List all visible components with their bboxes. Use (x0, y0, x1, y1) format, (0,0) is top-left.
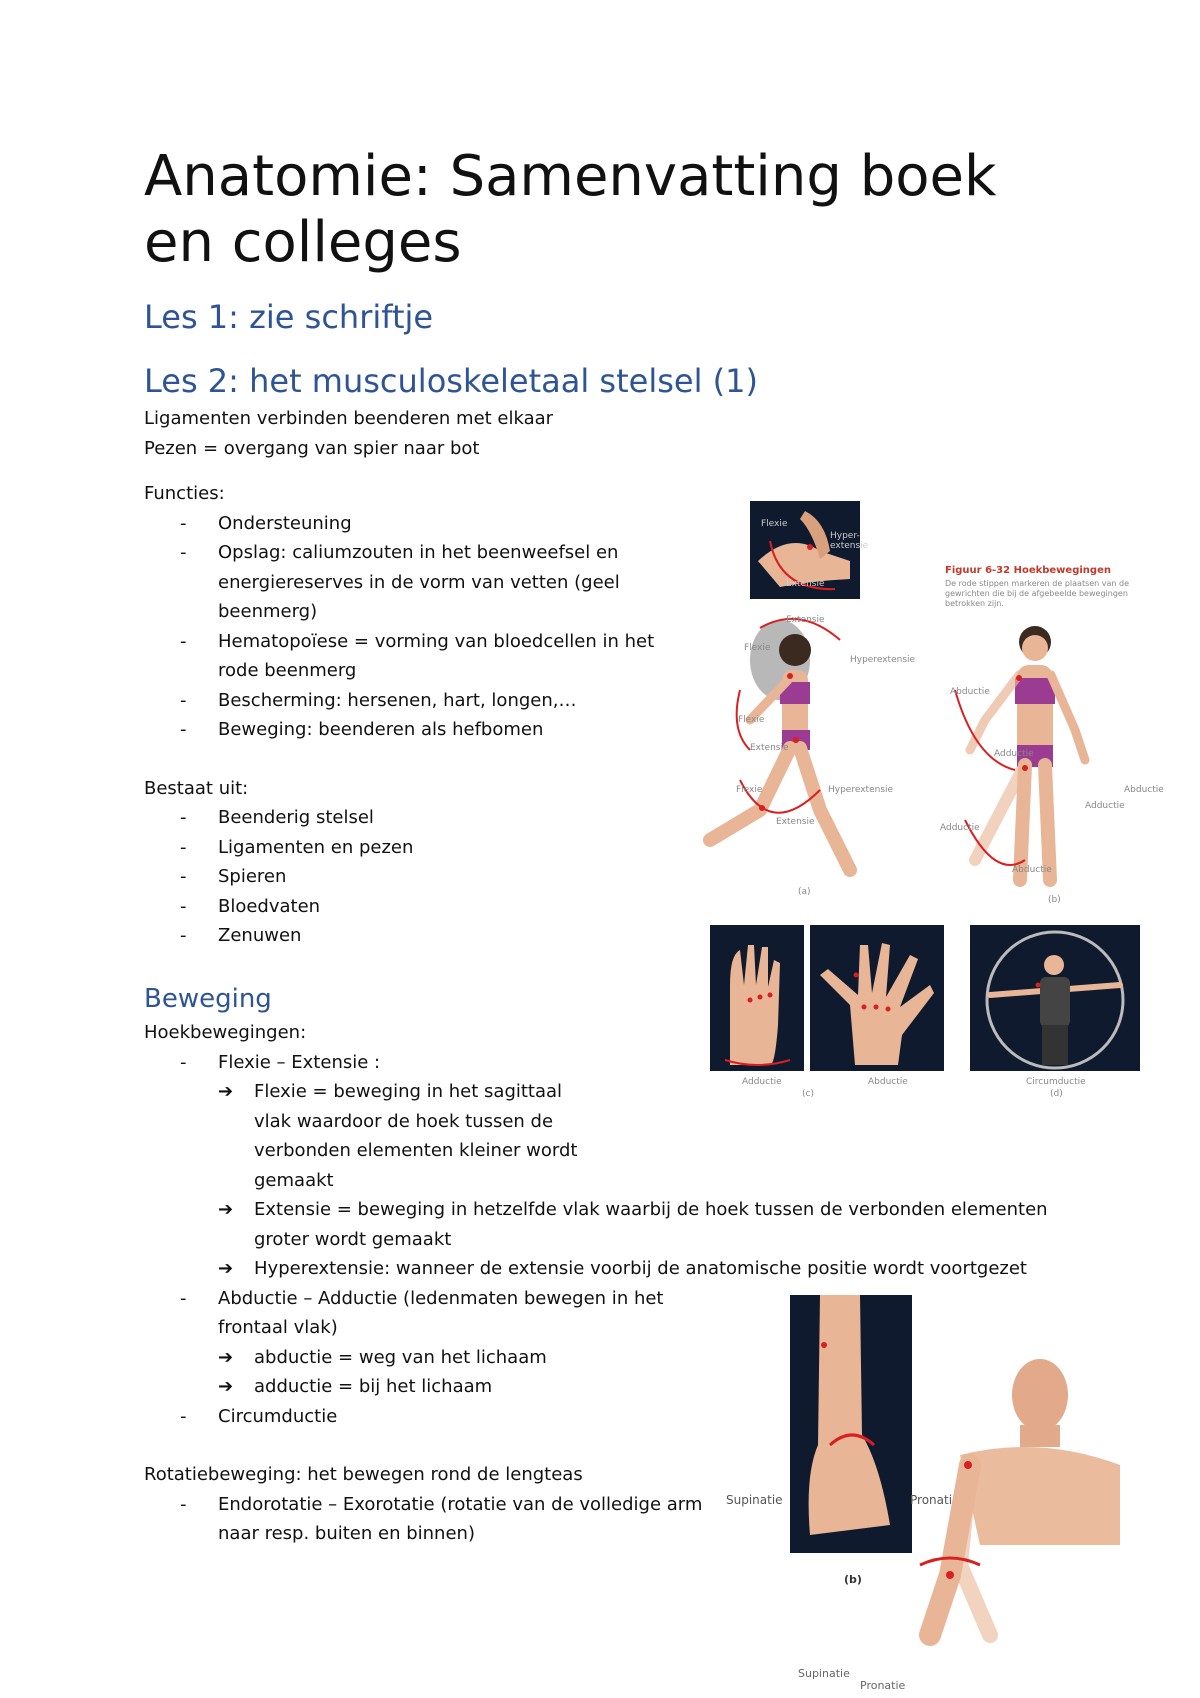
label: Flexie (744, 643, 771, 653)
flexie-arrows (218, 1077, 1048, 1284)
bestaat-list (144, 803, 704, 951)
panel-label: (a) (798, 887, 811, 897)
circumduction-photo (970, 925, 1140, 1071)
rotatie-label: Rotatiebeweging: het bewegen rond de lengteas (144, 1464, 583, 1485)
label: Extensie (786, 579, 825, 589)
heading-les1: Les 1: zie schriftje (144, 298, 434, 336)
label: Abductie (950, 687, 990, 697)
list-item: - Endorotatie – Exorotatie (rotatie van de volledige arm naar resp. buiten en binnen) (144, 1490, 708, 1549)
arrow-item: ➔ Extensie = beweging in hetzelfde vlak waarbij de hoek tussen de verbonden elementen groter wordt gemaakt (218, 1195, 1054, 1254)
intro-line: Pezen = overgang van spier naar bot (144, 437, 480, 459)
functies-label: Functies: (144, 483, 225, 504)
label: Supinatie (726, 1493, 783, 1507)
heading-les2: Les 2: het musculoskeletaal stelsel (1) (144, 362, 758, 400)
list-item: - Spieren (144, 862, 704, 892)
bestaat-label: Bestaat uit: (144, 777, 249, 799)
panel-label: (c) (802, 1089, 814, 1099)
label: Hyper-extensie (830, 531, 869, 551)
arm-rotation-photo (900, 1315, 1130, 1675)
label: Abductie (868, 1077, 908, 1087)
intro-line: Ligamenten verbinden beenderen met elkaar (144, 408, 554, 429)
list-item: - Ondersteuning (144, 509, 704, 539)
heading-beweging: Beweging (144, 984, 272, 1014)
document-title: Anatomie: Samenvatting boek en colleges (144, 144, 997, 275)
panel-label: (d) (1050, 1089, 1063, 1099)
functies-list (144, 509, 704, 745)
list-item: - Zenuwen (144, 921, 704, 951)
hoek-label: Hoekbewegingen: (144, 1022, 307, 1043)
label: Abductie (1124, 785, 1164, 795)
label: Adductie (940, 823, 980, 833)
label: Flexie (736, 785, 763, 795)
flexie-label: Flexie – Extensie : (218, 1051, 381, 1073)
les2-body (144, 404, 704, 951)
arrow-item: ➔ adductie = bij het lichaam (218, 1372, 678, 1402)
list-item: - Opslag: caliumzouten in het beenweefsel en energiereserves in de vorm van vetten (geel beenmerg) (144, 538, 638, 627)
arrow-item: ➔ abductie = weg van het lichaam (218, 1343, 678, 1373)
sagittal-motion-figure (700, 610, 900, 890)
label: Abductie (1012, 865, 1052, 875)
hand-adduction-photo (710, 925, 804, 1071)
label: Flexie (738, 715, 765, 725)
hand-abduction-photo (810, 925, 944, 1071)
label: Extensie (786, 615, 825, 625)
panel-label: (b) (1048, 895, 1061, 905)
list-item: - Bloedvaten (144, 892, 704, 922)
arrow-item: ➔ Flexie = beweging in het sagittaal vlak waardoor de hoek tussen de verbonden elementen kleiner wordt gemaakt (218, 1077, 594, 1195)
list-item: - Beenderig stelsel (144, 803, 704, 833)
list-item (144, 1284, 678, 1402)
label: Adductie (1085, 801, 1125, 811)
label: Hyperextensie (828, 785, 894, 795)
panel-label: (b) (844, 1573, 862, 1586)
label: Flexie (761, 519, 788, 529)
abductie-arrows (218, 1343, 678, 1402)
label: Pronatie (910, 1493, 960, 1507)
figure-rotatie (720, 1295, 1150, 1695)
arrow-item: ➔ Hyperextensie: wanneer de extensie voorbij de anatomische positie wordt voortgezet (218, 1254, 1074, 1284)
list-item: - Bescherming: hersenen, hart, longen,… (144, 686, 704, 716)
label: Pronatie (860, 1679, 906, 1692)
label: Adductie (742, 1077, 782, 1087)
figure-hoekbewegingen (700, 495, 1164, 1099)
figure-caption: De rode stippen markeren de plaatsen van de gewrichten die bij de afgebeelde bewegingen betrokken zijn. (945, 579, 1130, 608)
list-item: - Beweging: beenderen als hefbomen (144, 715, 704, 745)
list-item: - Ligamenten en pezen (144, 833, 704, 863)
figure-title: Figuur 6-32 Hoekbewegingen (945, 565, 1111, 576)
forearm-rotation-photo (790, 1295, 912, 1553)
label: Extensie (776, 817, 815, 827)
list-item: - Hematopoïese = vorming van bloedcellen in het rode beenmerg (144, 627, 658, 686)
label: Supinatie (798, 1667, 850, 1680)
abductie-label: Abductie – Adductie (ledenmaten bewegen in het frontaal vlak) (218, 1287, 664, 1338)
label: Extensie (750, 743, 789, 753)
list-item: - Circumductie (144, 1402, 1044, 1432)
label: Adductie (994, 749, 1034, 759)
label: Circumductie (1026, 1077, 1086, 1087)
label: Hyperextensie (850, 655, 916, 665)
